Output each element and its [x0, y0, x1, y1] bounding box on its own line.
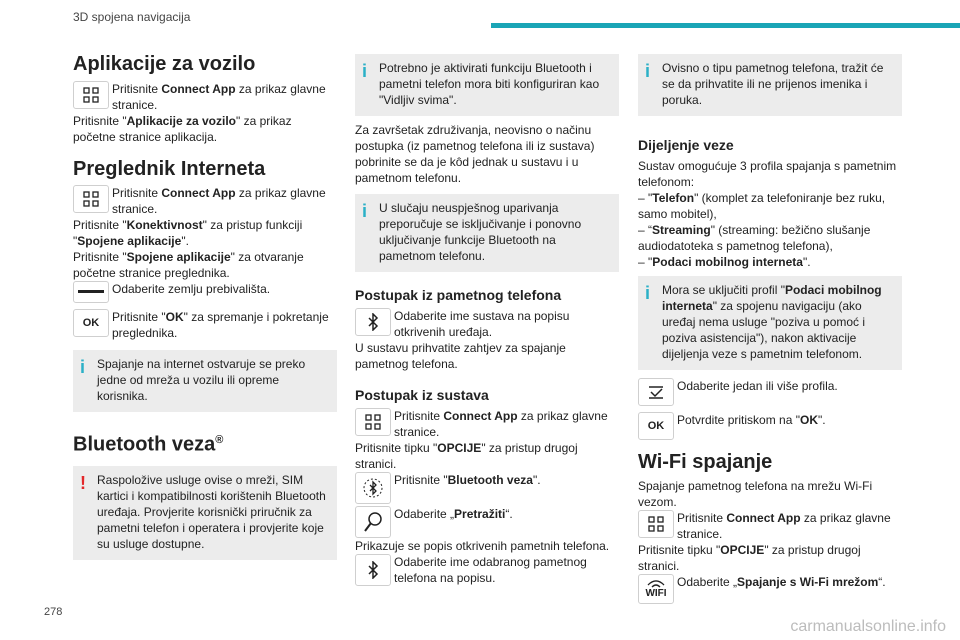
info-note [73, 350, 337, 412]
browser-step-1 [73, 185, 337, 217]
wifi-step-1-text: Pritisnite Connect App za prikaz glavne stranice. [677, 511, 891, 541]
page-number: 278 [44, 606, 63, 618]
warning-note-text: Raspoložive usluge ovise o mreži, SIM kartici i kompatibilnosti korištenih Bluetooth uređaja. Provjerite korisnički priručnik za pametni telefon i operatera i provjerite koje su usluge dostupne. [97, 472, 326, 551]
system-step-4-block [394, 506, 513, 522]
wifi-step-3-text: Odaberite „Spajanje s Wi-Fi mrežom“. [677, 575, 886, 589]
browser-title: Preglednik Interneta [73, 158, 266, 180]
column-1 [73, 52, 337, 560]
bluetooth-icon [355, 554, 391, 586]
apps-step-2-text: Pritisnite "Aplikacije za vozilo" za prikaz početne stranice aplikacija. [73, 114, 292, 144]
system-step-5-text: Prikazuje se popis otkrivenih pametnih telefona. [355, 539, 610, 553]
browser-step-1-text: Pritisnite Connect App za prikaz glavne stranice. [112, 186, 326, 216]
pairing-paragraph: Za završetak združivanja, neovisno o načinu postupka (iz pametnog telefona ili iz sustava) pobrinite se da je kôd jednak u sustavu i u pametnom telefonu. [355, 123, 595, 185]
info-icon: i [645, 283, 651, 303]
wifi-intro: Spajanje pametnog telefona na mrežu Wi-Fi vezom. [638, 479, 873, 509]
apps-step-1 [73, 81, 337, 113]
info-note [638, 276, 902, 370]
info-icon: i [645, 61, 651, 81]
phone-procedure-title: Postupak iz pametnog telefona [355, 287, 562, 303]
phone-step-2-text: U sustavu prihvatite zahtjev za spajanje pametnog telefona. [355, 341, 566, 371]
grid-app-icon [73, 81, 109, 109]
system-step-2-text: Pritisnite tipku "OPCIJE" za pristup drugoj stranici. [355, 441, 578, 471]
grid-app-icon [638, 510, 674, 538]
sharing-title: Dijeljenje veze [638, 137, 734, 153]
wifi-title: Wi-Fi spajanje [638, 451, 773, 473]
bluetooth-signal-icon [355, 472, 391, 504]
sharing-step-2 [638, 412, 902, 440]
info-note-text: Potrebno je aktivirati funkciju Bluetooth i pametni telefon mora biti konfiguriran kao "Vidljiv svima". [379, 61, 600, 107]
column-3 [638, 52, 902, 604]
wifi-step-2-text: Pritisnite tipku "OPCIJE" za pristup drugoj stranici. [638, 543, 861, 573]
bluetooth-title: Bluetooth veza® [73, 433, 224, 456]
apps-title: Aplikacije za vozilo [73, 53, 256, 75]
system-step-1-text: Pritisnite Connect App za prikaz glavne stranice. [394, 409, 608, 439]
warning-note [73, 466, 337, 560]
info-note [355, 54, 619, 116]
system-step-6 [355, 554, 619, 586]
info-icon: i [362, 61, 368, 81]
grid-app-icon [355, 408, 391, 436]
wifi-step-1 [638, 510, 902, 542]
apps-step-1-text: Pritisnite Connect App za prikaz glavne stranice. [112, 82, 326, 112]
running-header: 3D spojena navigacija [73, 10, 191, 24]
sharing-step-1-text: Odaberite jedan ili više profila. [677, 379, 838, 393]
browser-step-3-text: Pritisnite "Spojene aplikacije" za otvaranje početne stranice preglednika. [73, 250, 304, 280]
scroll-bar-icon [73, 281, 109, 303]
system-step-4-text: Odaberite „Pretražiti“. [394, 507, 513, 521]
phone-step-1-text: Odaberite ime sustava na popisu otkrivenih uređaja. [394, 309, 570, 339]
checkbox-list-icon [638, 378, 674, 406]
watermark: carmanualsonline.info [790, 618, 946, 635]
system-procedure-title: Postupak iz sustava [355, 387, 489, 403]
search-icon [355, 506, 391, 538]
browser-step-5 [73, 309, 337, 341]
system-step-6-text: Odaberite ime odabranog pametnog telefona na popisu. [394, 555, 587, 585]
bluetooth-icon [355, 308, 391, 336]
browser-step-4 [73, 281, 337, 303]
ok-button-icon: OK [73, 309, 109, 337]
browser-step-5-text: Pritisnite "OK" za spremanje i pokretanje preglednika. [112, 310, 329, 340]
sharing-step-2-text: Potvrdite pritiskom na "OK". [677, 413, 826, 427]
profile-data: – "Podaci mobilnog interneta". [638, 255, 811, 269]
wifi-step-3 [638, 574, 902, 604]
profile-telefon: – "Telefon" (komplet za telefoniranje bez ruku, samo mobitel), [638, 191, 886, 221]
browser-step-2-text: Pritisnite "Konektivnost" za pristup funkciji "Spojene aplikacije". [73, 218, 303, 248]
phone-step-1 [355, 308, 619, 340]
info-note [638, 54, 902, 116]
system-step-3 [355, 472, 619, 504]
column-2 [355, 52, 619, 586]
warning-icon: ! [80, 472, 86, 493]
info-note-text: U slučaju neuspješnog uparivanja preporučuje se isključivanje i ponovno uključivanje funkcije Bluetooth na pametnom telefonu. [379, 201, 582, 263]
sharing-intro: Sustav omogućuje 3 profila spajanja s pametnim telefonom: [638, 159, 897, 189]
info-note-text: Spajanje na internet ostvaruje se preko jedne od mreža u vozilu ili opreme korisnika. [97, 357, 306, 403]
grid-app-icon [73, 185, 109, 213]
info-note-text: Ovisno o tipu pametnog telefona, tražit će se da prihvatite ili ne prijenos imenika i poruka. [662, 61, 884, 107]
header-accent-bar [491, 23, 960, 28]
profile-streaming: – “Streaming" (streaming: bežično slušanje audiodatoteka s pametnog telefona), [638, 223, 871, 253]
info-icon: i [362, 201, 368, 221]
system-step-3-text: Pritisnite "Bluetooth veza". [394, 473, 541, 487]
info-icon: i [80, 357, 86, 377]
info-note [355, 194, 619, 272]
wifi-icon: WIFI [638, 574, 674, 604]
system-step-4 [355, 506, 619, 538]
ok-button-icon: OK [638, 412, 674, 440]
system-step-1 [355, 408, 619, 440]
info-note-text: Mora se uključiti profil "Podaci mobilnog interneta" za spojenu navigaciju (ako uređaj nema usluge "poziva u pomoć i poziva asistencija"), nakon aktivacije dijeljenja veze s pametnim telefonom. [662, 283, 882, 361]
browser-step-4-text: Odaberite zemlju prebivališta. [112, 282, 271, 296]
sharing-step-1 [638, 378, 902, 406]
